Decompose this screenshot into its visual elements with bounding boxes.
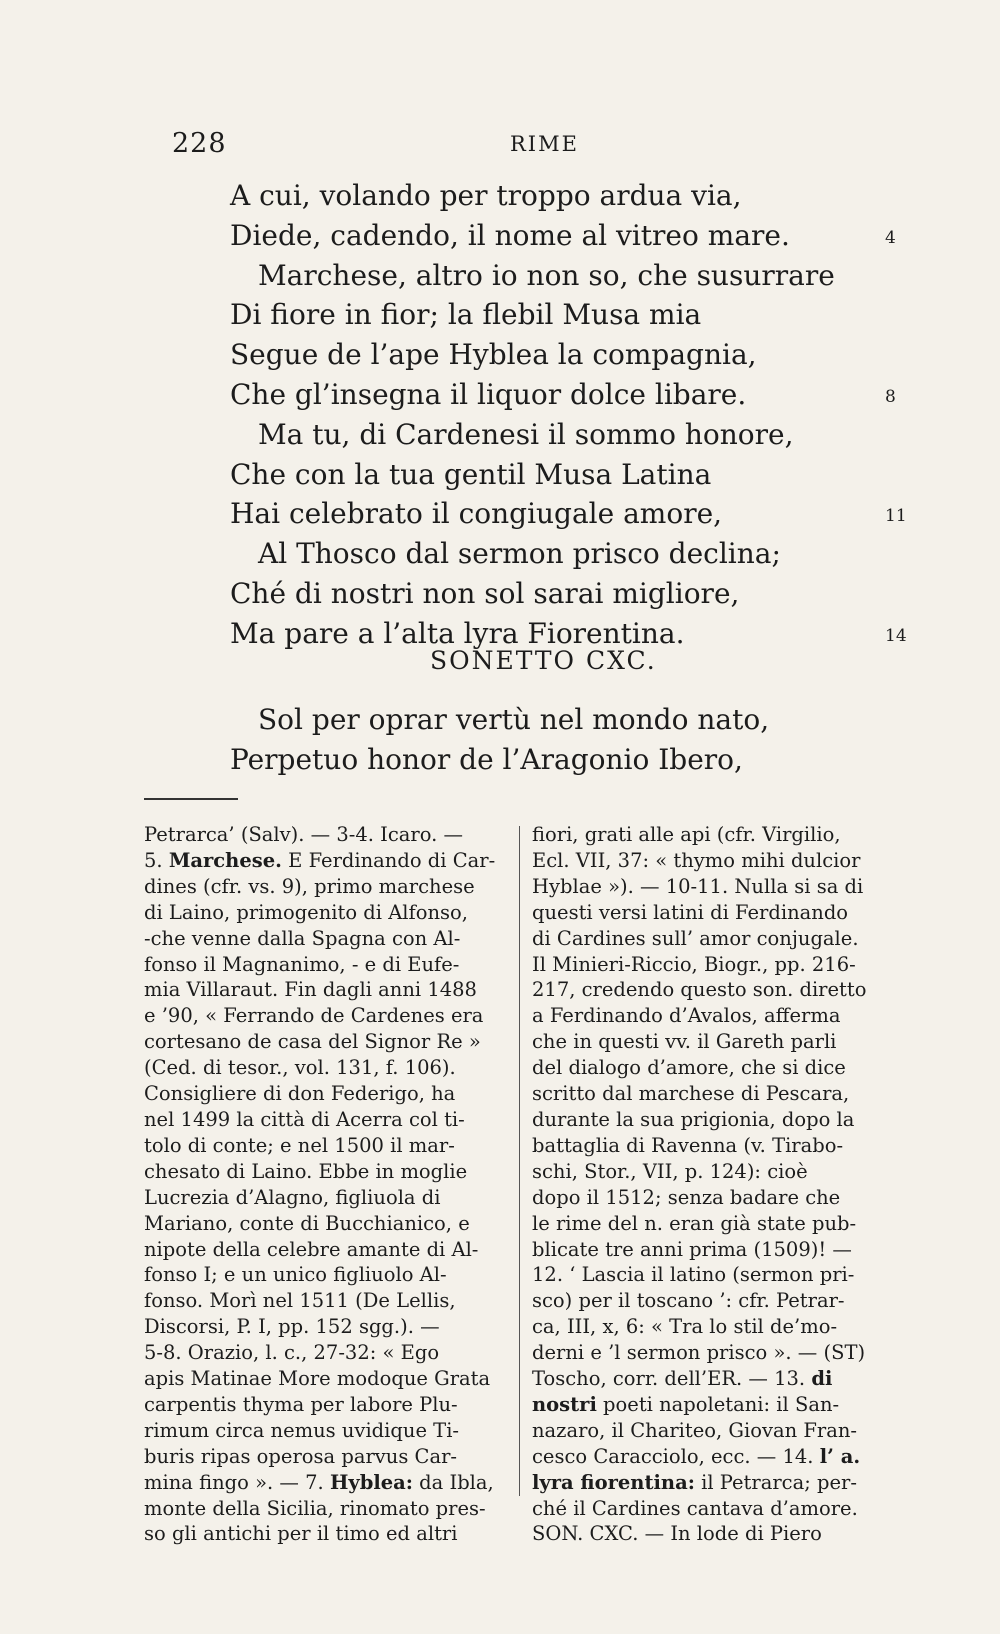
note-keyword: l’ a.: [819, 1444, 861, 1468]
note-line: sco) per il toscano ’: cfr. Petrar-: [532, 1289, 845, 1313]
verse-line: [230, 700, 920, 740]
note-line: Hyblae »). — 10-11. Nulla si sa di: [532, 874, 864, 898]
note-line: battaglia di Ravenna (v. Tirabo-: [532, 1133, 844, 1157]
verse-text: Sol per oprar vertù nel mondo nato,: [258, 703, 770, 736]
note-keyword: lyra fiorentina:: [532, 1470, 695, 1494]
note-keyword: di: [811, 1367, 833, 1391]
note-line: dopo il 1512; senza badare che: [532, 1185, 841, 1209]
note-line: Il Minieri-Riccio, Biogr., pp. 216-: [532, 952, 856, 976]
note-line: di Laino, primogenito di Alfonso,: [144, 900, 468, 924]
note-line: so gli antichi per il timo ed altri: [144, 1522, 458, 1546]
verse-line: [230, 216, 920, 256]
notes-left-column: [144, 822, 508, 1547]
note-line: fiori, grati alle api (cfr. Virgilio,: [532, 823, 841, 846]
verse-text: Che gl’insegna il liquor dolce libare.: [230, 377, 747, 411]
note-line: le rime del n. eran già state pub-: [532, 1211, 857, 1235]
note-line: schi, Stor., VII, p. 124): cioè: [532, 1159, 808, 1183]
page-number: 228: [172, 128, 227, 159]
note-line: Discorsi, P. I, pp. 152 sgg.). —: [144, 1315, 440, 1339]
note-line: che in questi vv. il Gareth parli: [532, 1030, 837, 1054]
note-line: -che venne dalla Spagna con Al-: [144, 926, 461, 950]
verse-line: [230, 176, 920, 216]
page-header: [0, 128, 1000, 158]
note-line: di Cardines sull’ amor conjugale.: [532, 926, 859, 950]
note-line: buris ripas operosa parvus Car-: [144, 1444, 457, 1468]
verse-line: [230, 375, 920, 415]
running-head: RIME: [510, 132, 579, 156]
verse-text: Di fiore in fior; la flebil Musa mia: [230, 298, 702, 332]
sonnet-title: SONETTO CXC.: [430, 646, 657, 675]
note-line: scritto dal marchese di Pescara,: [532, 1082, 850, 1106]
note-line: a Ferdinando d’Avalos, afferma: [532, 1004, 841, 1028]
note-line: 12. ‘ Lascia il latino (sermon pri-: [532, 1263, 855, 1287]
verse-text: Ché di nostri non sol sarai migliore,: [230, 576, 740, 610]
note-keyword: nostri: [532, 1392, 597, 1416]
note-line: carpentis thyma per labore Plu-: [144, 1392, 458, 1416]
verse-text: A cui, volando per troppo ardua via,: [230, 179, 742, 212]
column-divider: [519, 826, 520, 1496]
verse-line: [230, 415, 920, 455]
notes-right-column: [532, 822, 900, 1547]
verse-line: [230, 740, 920, 780]
note-line: (Ced. di tesor., vol. 131, f. 106).: [144, 1056, 456, 1080]
line-number: 8: [885, 386, 896, 407]
note-line: questi versi latini di Ferdinando: [532, 900, 849, 924]
note-line: mia Villaraut. Fin dagli anni 1488: [144, 978, 477, 1002]
note-line: SON. CXC. — In lode di Piero: [532, 1522, 822, 1546]
sonnet-cxc-opening: [230, 700, 920, 780]
note-line: ché il Cardines cantava d’amore.: [532, 1496, 858, 1520]
note-line: 5-8. Orazio, l. c., 27-32: « Ego: [144, 1341, 440, 1365]
verse-line: [230, 494, 920, 534]
note-line: del dialogo d’amore, che si dice: [532, 1056, 846, 1080]
note-line: blicate tre anni prima (1509)! —: [532, 1237, 852, 1261]
note-line: derni e ’l sermon prisco ». — (ST): [532, 1341, 866, 1365]
note-line: nel 1499 la città di Acerra col ti-: [144, 1107, 465, 1131]
verse-line: [230, 295, 920, 335]
verse-line: [230, 256, 920, 296]
note-line: durante la sua prigionia, dopo la: [532, 1107, 855, 1131]
note-keyword: Marchese.: [168, 848, 282, 872]
note-line: nostri poeti napoletani: il San-: [532, 1392, 840, 1416]
note-keyword: Hyblea:: [329, 1470, 413, 1494]
verse-text: Hai celebrato il congiugale amore,: [230, 497, 723, 531]
note-line: monte della Sicilia, rinomato pres-: [144, 1496, 486, 1520]
verse-text: Che con la tua gentil Musa Latina: [230, 457, 712, 491]
verse-text: Diede, cadendo, il nome al vitreo mare.: [230, 218, 790, 252]
note-line: Petrarca’ (Salv). — 3-4. Icaro. —: [144, 823, 464, 846]
note-line: lyra fiorentina: il Petrarca; per-: [532, 1470, 857, 1494]
sonnet-continuation: [230, 176, 920, 654]
note-line: chesato di Laino. Ebbe in moglie: [144, 1159, 468, 1183]
note-line: ca, III, x, 6: « Tra lo stil de’mo-: [532, 1315, 838, 1339]
note-line: Consigliere di don Federigo, ha: [144, 1082, 456, 1106]
note-line: fonso il Magnanimo, - e di Eufe-: [144, 952, 460, 976]
note-line: rimum circa nemus uvidique Ti-: [144, 1418, 460, 1442]
note-line: nazaro, il Chariteo, Giovan Fran-: [532, 1418, 857, 1442]
verse-text: Perpetuo honor de l’Aragonio Ibero,: [230, 742, 743, 776]
verse-text: Ma pare a l’alta lyra Fiorentina.: [230, 616, 685, 650]
note-line: apis Matinae More modoque Grata: [144, 1367, 491, 1391]
line-number: 4: [885, 227, 896, 248]
note-line: Toscho, corr. dell’ER. — 13. di: [532, 1367, 833, 1391]
footnote-rule: [144, 798, 238, 800]
verse-text: Ma tu, di Cardenesi il sommo honore,: [258, 417, 794, 451]
note-line: Ecl. VII, 37: « thymo mihi dulcior: [532, 848, 861, 872]
verse-line: [230, 574, 920, 614]
verse-line: [230, 455, 920, 495]
note-line: 217, credendo questo son. diretto: [532, 978, 867, 1002]
verse-line: [230, 335, 920, 375]
note-line: fonso. Morì nel 1511 (De Lellis,: [144, 1289, 456, 1313]
note-line: nipote della celebre amante di Al-: [144, 1237, 479, 1261]
note-line: cesco Caracciolo, ecc. — 14. l’ a.: [532, 1444, 861, 1468]
note-line: 5. Marchese. E Ferdinando di Car-: [144, 848, 496, 872]
note-line: fonso I; e un unico figliuolo Al-: [144, 1263, 447, 1287]
note-line: Mariano, conte di Bucchianico, e: [144, 1211, 470, 1235]
note-line: e ’90, « Ferrando de Cardenes era: [144, 1004, 484, 1028]
verse-text: Marchese, altro io non so, che susurrare: [258, 258, 835, 292]
verse-text: Al Thosco dal sermon prisco declina;: [258, 537, 781, 571]
note-line: cortesano de casa del Signor Re »: [144, 1030, 481, 1054]
note-line: mina fingo ». — 7. Hyblea: da Ibla,: [144, 1470, 494, 1494]
note-line: tolo di conte; e nel 1500 il mar-: [144, 1133, 455, 1157]
line-number: 14: [885, 625, 907, 646]
note-line: dines (cfr. vs. 9), primo marchese: [144, 874, 475, 898]
verse-text: Segue de l’ape Hyblea la compagnia,: [230, 338, 757, 372]
note-line: Lucrezia d’Alagno, figliuola di: [144, 1185, 441, 1209]
verse-line: [230, 534, 920, 574]
line-number: 11: [885, 506, 907, 527]
